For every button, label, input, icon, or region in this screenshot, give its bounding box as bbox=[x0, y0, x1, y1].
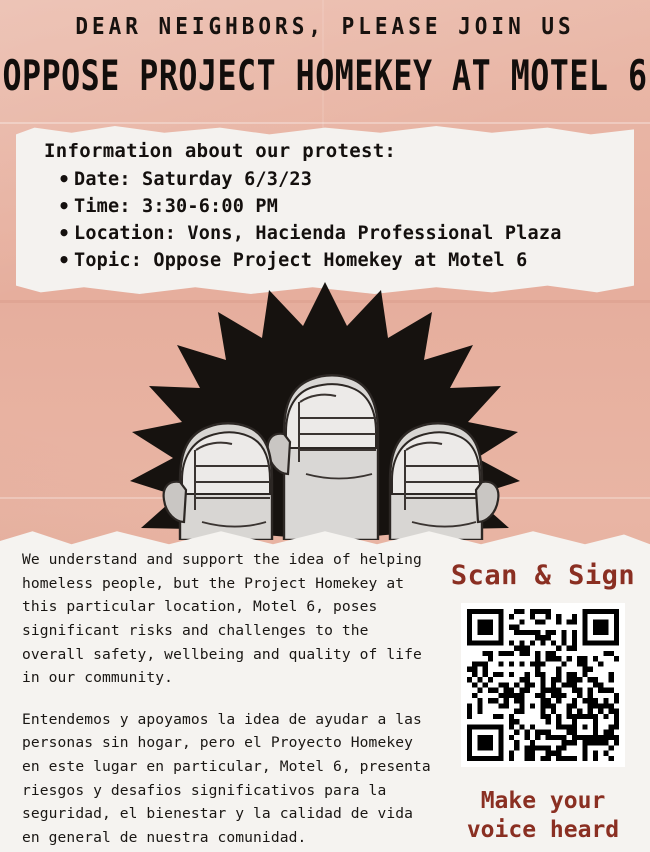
make-voice-heard-caption: Make your voice heard bbox=[466, 788, 620, 844]
list-item: • Location: Vons, Hacienda Professional Plaza bbox=[58, 220, 644, 247]
info-content bbox=[44, 140, 644, 274]
raised-fists-illustration bbox=[0, 282, 650, 540]
paragraph-spanish: Entendemos y apoyamos la idea de ayudar a las personas sin hogar, pero el Proyecto Homekey en este lugar en particular, Motel 6, presenta riesgos y desafios significativos para la seguridad, el bienestar y la calidad de vida en general de nuestra comunidad. bbox=[22, 710, 431, 847]
kicker-text: DEAR NEIGHBORS, PLEASE JOIN US bbox=[75, 12, 575, 40]
body-text bbox=[22, 548, 432, 852]
list-item: • Time: 3:30-6:00 PM bbox=[58, 193, 644, 220]
qr-panel bbox=[448, 560, 638, 846]
qr-code-canvas[interactable] bbox=[467, 609, 619, 761]
qr-code[interactable] bbox=[461, 603, 625, 767]
paper-crease bbox=[0, 122, 650, 124]
scan-and-sign-heading: Scan & Sign bbox=[450, 560, 636, 591]
info-list bbox=[44, 166, 644, 274]
list-item: • Date: Saturday 6/3/23 bbox=[58, 166, 644, 193]
list-item: • Topic: Oppose Project Homekey at Motel 6 bbox=[58, 247, 644, 274]
flyer-header bbox=[0, 12, 650, 101]
info-title: Information about our protest: bbox=[44, 140, 397, 162]
paragraph-english: We understand and support the idea of helping homeless people, but the Project Homekey at this particular location, Motel 6, poses significant risks and challenges to the overall safety, wellbeing and quality of life in our community. bbox=[22, 551, 422, 687]
page-title: OPPOSE PROJECT HOMEKEY AT MOTEL 6 bbox=[2, 52, 648, 101]
